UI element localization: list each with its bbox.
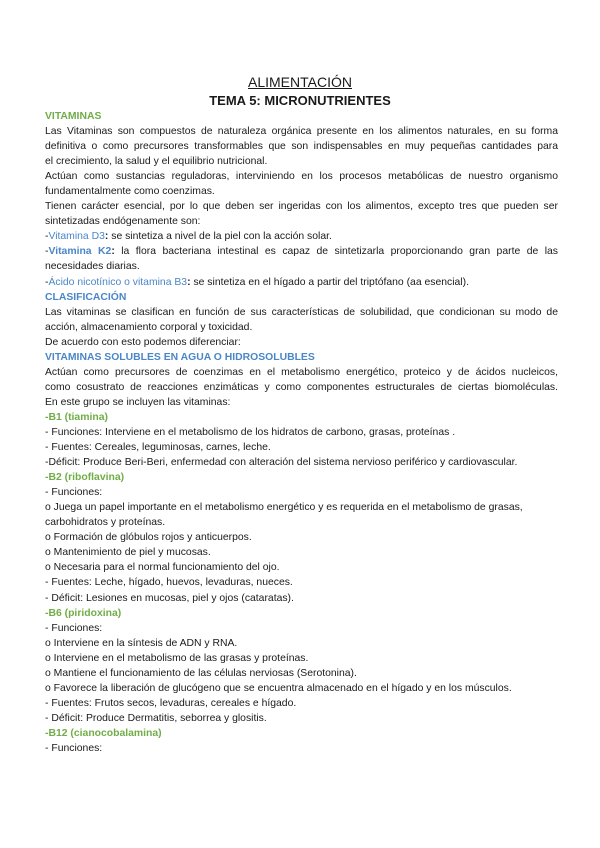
list-item: - Fuentes: Cereales, leguminosas, carnes, leche. — [45, 442, 271, 454]
vitamin-k2-name: Vitamina K2 — [48, 246, 112, 258]
dash: - — [45, 231, 49, 243]
document-title: ALIMENTACIÓN — [248, 74, 352, 90]
list-item: carbohidratos y proteínas. — [45, 517, 166, 529]
vitamin-b3-item — [45, 275, 558, 290]
paragraph-line: acción, almacenamiento corporal y toxicidad. — [45, 321, 253, 333]
colon: : — [111, 246, 115, 258]
section-heading-hidrosolubles: VITAMINAS SOLUBLES EN AGUA O HIDROSOLUBLES — [45, 351, 315, 363]
list-item: o Favorece la liberación de glucógeno que se encuentra almacenado en el hígado y en los músculos. — [45, 682, 512, 694]
list-item: - Funciones: Interviene en el metabolismo de los hidratos de carbono, grasas, proteínas . — [45, 426, 456, 438]
list-item: - Fuentes: Frutos secos, levaduras, cereales e hígado. — [45, 697, 297, 709]
dash: - — [45, 276, 49, 288]
vitamin-heading-b6: -B6 (piridoxina) — [45, 607, 122, 619]
vitamin-k2-text: la flora bacteriana intestinal es capaz de sintetizarla proporcionando gran parte de las — [114, 246, 558, 258]
list-item: o Interviene en la síntesis de ADN y RNA. — [45, 637, 238, 649]
vitamin-d3-text: se sintetiza a nivel de la piel con la acción solar. — [108, 231, 332, 243]
vitamin-k2-item — [45, 244, 558, 259]
document-body — [45, 109, 558, 756]
colon: : — [104, 231, 109, 243]
paragraph-line: sintetizadas endógenamente son: — [45, 216, 201, 228]
paragraph-line: Actúan como sustancias reguladoras, interviniendo en los procesos metabólicas de nuestro organismo — [45, 171, 558, 183]
vitamin-heading-b1: -B1 (tiamina) — [45, 411, 108, 423]
list-item: - Fuentes: Leche, hígado, huevos, levaduras, nueces. — [45, 577, 293, 589]
vitamin-heading-b12: -B12 (cianocobalamina) — [45, 727, 162, 739]
vitamin-heading-b2: -B2 (riboflavina) — [45, 472, 125, 484]
paragraph-line: Tienen carácter esencial, por lo que deben ser ingeridas con los alimentos, excepto tres que pueden ser — [45, 201, 558, 213]
list-item: o Necesaria para el normal funcionamiento del ojo. — [45, 562, 280, 574]
paragraph-line: Actúan como precursores de coenzimas en el metabolismo energético, proteico y de ácidos nucleicos, — [45, 366, 558, 378]
dash: - — [45, 246, 49, 258]
list-item: o Juega un papel importante en el metabolismo energético y es requerida en el metabolismo de grasas, — [45, 502, 523, 514]
list-item: - Déficit: Lesiones en mucosas, piel y ojos (cataratas). — [45, 592, 294, 604]
section-heading-clasificacion: CLASIFICACIÓN — [45, 291, 127, 303]
paragraph-line: definitiva o como precursores transformables que son indispensables en muy pequeñas cantidades para — [45, 141, 558, 153]
list-item: o Formación de glóbulos rojos y anticuerpos. — [45, 532, 252, 544]
list-item: - Funciones: — [45, 487, 103, 499]
section-heading-vitaminas: VITAMINAS — [45, 111, 102, 122]
list-item: - Funciones: — [45, 742, 103, 754]
vitamin-k2-continuation: necesidades diarias. — [45, 261, 140, 273]
list-item: -Déficit: Produce Beri-Beri, enfermedad con alteración del sistema nervioso periférico y cardiovascular. — [45, 457, 518, 469]
colon: : — [187, 276, 191, 288]
paragraph-line: como cosustrato de reacciones enzimáticas y como componentes estructurales de ciertas biomoléculas. — [45, 381, 558, 393]
vitamin-d3-item — [45, 229, 558, 244]
paragraph-line: Las vitaminas se clasifican en función de sus características de solubilidad, que condicionan su modo de — [45, 306, 558, 318]
list-item: - Déficit: Produce Dermatitis, seborrea y glositis. — [45, 712, 267, 724]
paragraph-line: De acuerdo con esto podemos diferenciar: — [45, 336, 241, 348]
list-item: - Funciones: — [45, 622, 103, 634]
vitamin-b3-name: Ácido nicotínico o vitamina B3 — [48, 276, 188, 288]
paragraph-line: el crecimiento, la salud y el equilibrio nutricional. — [45, 156, 268, 168]
paragraph-line: fundamentalmente como coenzimas. — [45, 186, 215, 198]
list-item: o Mantiene el funcionamiento de las células nerviosas (Serotonina). — [45, 667, 357, 679]
paragraph-line: En este grupo se incluyen las vitaminas: — [45, 396, 231, 408]
vitamin-d3-name: Vitamina D3 — [48, 231, 105, 243]
document-subtitle: TEMA 5: MICRONUTRIENTES — [209, 93, 391, 108]
vitamin-b3-text: se sintetiza en el hígado a partir del triptófano (aa esencial). — [190, 276, 469, 288]
list-item: o Interviene en el metabolismo de las grasas y proteínas. — [45, 652, 309, 664]
paragraph-line: Las Vitaminas son compuestos de naturaleza orgánica presente en los alimentos naturales, en su forma — [45, 126, 558, 138]
list-item: o Mantenimiento de piel y mucosas. — [45, 547, 211, 559]
